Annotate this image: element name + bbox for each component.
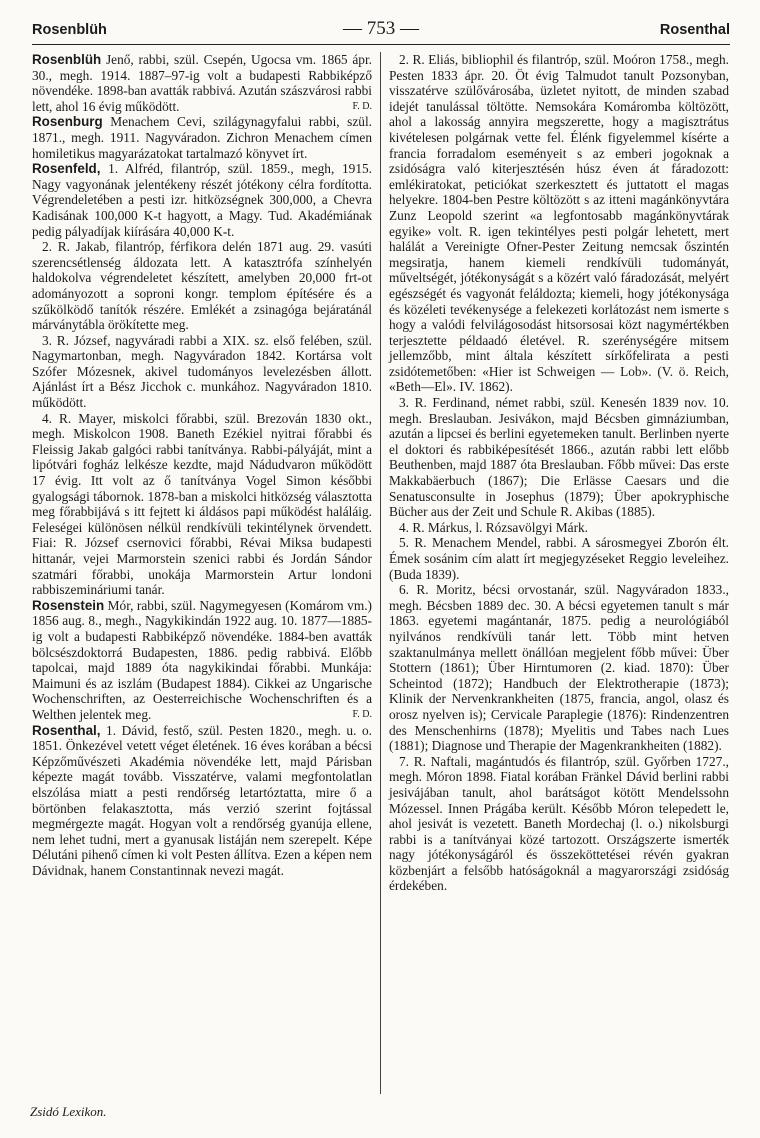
footer-publication: Zsidó Lexikon. <box>30 1104 107 1119</box>
lexicon-subentry <box>389 582 729 754</box>
lexicon-subentry <box>389 754 729 894</box>
lexicon-subentry <box>32 239 372 333</box>
entry-text: 5. R. Menachem Mendel, rabbi. A sárosmegyei Zborón élt. Émek sosánim cím alatt írt megjegyzéseket Reggio leveleihez. (Buda 1839). <box>389 535 729 582</box>
page-header <box>32 18 730 44</box>
page-number: — 753 — <box>343 18 419 39</box>
lexicon-subentry <box>389 395 729 520</box>
lexicon-entry <box>32 161 372 239</box>
left-column <box>32 52 372 878</box>
entry-text: 4. R. Mayer, miskolci főrabbi, szül. Brezován 1830 okt., megh. Miskolcon 1908. Baneth Ezékiel nyitrai főrabbi és Fleissig Jakab galgóci rabbi tanítványa. Rabbi-pályáját, mint a lipótvári fogház lelkésze kezdte, majd Nádudvaron működött 17 évig. Itt volt az ő tanítványa Vogel Simon későbbi gyalogsági tábornok. 1878-ban a miskolci hitközség választotta meg főrabbijává s itt fejtett ki áldásos papi működést haláláig. Feleségei különösen nélkül rendkívüli tekintélynek örvendett. Fiai: R. József csernovici főrabbi, Révai Miksa budapesti hittanár, vejei Marmorstein szenici rabbi és Jordán Sándor szatmári főrabbi, unokája Marmorstein Artur londoni rabbiszemináriumi tanár. <box>32 410 372 598</box>
lexicon-entry <box>32 598 372 723</box>
entry-text: Mór, rabbi, szül. Nagymegyesen (Komárom vm.) 1856 aug. 8., megh., Nagykikindán 1922 aug. 10. 1877—1885-ig volt a budapesti Rabbiképző növendéke. 1884-ben avatták bölcsészdoktorrá Budapesten, 1886. pedig rabbivá. Előbb tapolcai, majd 1889 óta nagykikindai főrabbi. Munkája: Maimuni és az iszlám (Budapest 1884). Cikkei az Ungarische Wochenschriften, az Oesterreichische Wochenschriften és a Welthen jelentek meg. <box>32 597 372 722</box>
lexicon-subentry <box>389 52 729 395</box>
entry-text: 7. R. Naftali, magántudós és filantróp, szül. Győrben 1727., megh. Móron 1898. Fiatal korában Fränkel Dávid berlini rabbi jesivájában tanult, ahol barátságot kötött Mendelssohn Mózessel. Innen Prágába került. Később Móron telepedett le, ahol jesivát is vezetett. Baneth Mordechaj (l. o.) nikolsburgi rabbi is a tanítványai közé tartozott. Országszerte ismerték nagy jótékonyságáról és összeköttetései révén gyakran közbenjárt a felsőbb hatóságoknál a magyarországi zsidóság érdekében. <box>389 753 729 894</box>
header-right-keyword: Rosenthal <box>659 22 730 38</box>
lexicon-entry <box>32 723 372 879</box>
lexicon-subentry <box>32 411 372 598</box>
lexicon-entry <box>32 114 372 161</box>
entry-text: 6. R. Moritz, bécsi orvostanár, szül. Nagyváradon 1833., megh. Bécsben 1889 dec. 30. A bécsi egyetemen tanult s már 1863. egyetemi magántanár, 1875. pedig a neurológiából nyilvános rendkívüli tanár lett. Több mint hetven szaktanulmánya mellett önállóan megjelent főbb művei: Über Stottern (1861); Über Hirntumoren (2. kiad. 1870): Über Scheintod (1872); Handbuch der Elektrotherapie (1873); Klinik der Nervenkrankheiten (1875, francia, angol, olasz és orosz nyelven is); Cervicale Paraplegie (1876): Rindenzentren des Menschenhirns (1878); Myelitis und Tabes nach Lues (1881); Diagnose und Therapie der Magenkrankheiten (1882). <box>389 582 729 754</box>
entry-headword: Rosenblüh <box>32 52 102 67</box>
lexicon-entry <box>32 52 372 114</box>
lexicon-subentry <box>32 333 372 411</box>
entry-headword: Rosenstein <box>32 597 105 613</box>
entry-text: Menachem Cevi, szilágynagyfalui rabbi, szül. 1871., megh. 1911. Nagyváradon. Zichron Menachem címen homiletikus magyarázatokat tartalmazó könyvet írt. <box>32 114 372 161</box>
entry-text: 2. R. Eliás, bibliophil és filantróp, szül. Moóron 1758., megh. Pesten 1833 ápr. 20. Öt évig Talmudot tanult Pozsonyban, visszatérve szülővárosába, üzletet nyitott, de minden szabad idejét tanulással töltötte. Nemsokára Komáromba költözött, ahol a lakosság annyira megszerette, hogy a magisztrátus kivételesen polgárnak vette fel. Élénk figyelemmel kísérte a francia forradalom eseményeit s az emberi jogoknak a zsidóságra való kiterjesztésén húsz éven át fáradozott: emlékiratokat, peticiókat szerkesztett és juttatott el magas helyekre. 1804-ben Pestre költözött s az itteni magánkönyvtára Zunz Leopold szerint «a legfontosabb magánkönyvtárak egyike» volt. R. igen tekintélyes pesti polgár lehetett, mert halálát a Vereinigte Ofner-Pester Zeitung nemcsak őszintén megsiratja, hanem kiemeli rendkívüli tudományát, műveltségét, jótékonyságát s a közért való fáradozását, melyért egészségét és vagyonát feláldozta; kiemeli, hogy jótékonysága és közéleti tevékenysége a felekezeti korlátozást nem ismerte s hogy a valódi felvilágosodást hitsorsosai közt nagymértékben terjesztette példaadó életével. R. szerénységére mitsem jellemzőbb, mint általa készített sírkőfelirata a pesti zsidótemetőben: «Hier ist Schweigen — Lob». (V. ö. Reich, «Beth—El». IV. 1862). <box>389 52 729 395</box>
right-column <box>389 52 729 894</box>
column-divider <box>380 52 381 1094</box>
entry-text: 4. R. Márkus, l. Rózsavölgyi Márk. <box>399 519 589 535</box>
entry-headword: Rosenfeld, <box>32 161 101 177</box>
entry-text: 3. R. József, nagyváradi rabbi a XIX. sz. első felében, szül. Nagymartonban, megh. Nagyváradon 1842. Kortársa volt Szófer Mózesnek, akivel tudományos levelezésben állott. Ajánlást írt a Bész Jicchok c. munkához. Nagyváradon 1810. működött. <box>32 332 372 411</box>
author-signature: F. D. <box>352 100 372 112</box>
entry-text: 1. Dávid, festő, szül. Pesten 1820., megh. u. o. 1851. Önkezével vetett véget életének. 16 éves korában a bécsi Képzőművészeti Akadémia növendéke lett, majd Párisban képezte magát tovább. Visszatérve, valami megfontolatlan elszólása miatt a pesti rendőrség letartóztatta, mire ő a börtönben felakasztotta, más verzió szerint fojtással megmérgezte magát. Hogyan volt a rendőrség gyanúja ellene, nem lehet tudni, mert a gyanusak listáján nem szerepelt. Képe Délutáni pihenő címen ki volt Pesten állítva. Ezen a képen nem Dávidnak, hanem Constantinnak nevezi magát. <box>32 722 372 878</box>
header-left-keyword: Rosenblüh <box>32 22 107 38</box>
entry-text: 3. R. Ferdinand, német rabbi, szül. Kenesén 1839 nov. 10. megh. Breslauban. Jesivákon, majd Bécsben gimnáziumban, azután a lipcsei és berlini egyetemeken tanult. Berlinben nyerte el doktori és rabbiképesítését 1866., azután rabbi lett előbb Beuthenben, majd 1887 óta Breslauban. Főbb művei: Das erste Makkabäerbuch (1867); Die Erlässe Caesars und die Senatusconsulte in Josephus (1879); Über apokryphische Bücher aus der Zeit und Schule R. Akibas (1885). <box>389 395 729 520</box>
entry-text: Jenő, rabbi, szül. Csepén, Ugocsa vm. 1865 ápr. 30., megh. 1914. 1887–97-ig volt a budapesti Rabbiképző növendéke. 1898-ban avatták rabbivá. Azután szászvárosi rabbi lett, ahol 16 évig működött. <box>32 52 372 114</box>
author-signature: F. D. <box>352 708 372 720</box>
entry-headword: Rosenburg <box>32 114 103 130</box>
entry-headword: Rosenthal, <box>32 722 101 738</box>
entry-text: 1. Alfréd, filantróp, szül. 1859., megh, 1915. Nagy vagyonának jelentékeny részét jótékony célra fordította. Végrendeletében a pesti izr. hitközségnek 300,000, a Chevra Kadisának 100,000 K-t hagyott, a Magy. Tud. Akadémiának pedig pályadíjak kiírására 40,000 K-t. <box>32 161 372 239</box>
lexicon-subentry <box>389 535 729 582</box>
header-rule <box>32 44 730 45</box>
lexicon-subentry <box>389 520 729 536</box>
entry-text: 2. R. Jakab, filantróp, férfikora delén 1871 aug. 29. vasúti szerencsétlenség áldozata lett. A katasztrófa színhelyén haldokolva végrendeletet készített, amelyben 20,000 frt-ot adományozott a soproni kongr. templom építésére és a szűkölködő tanítók részére. Emlékét a zsinagóga bejáratánál márványtábla örökítette meg. <box>32 239 372 333</box>
